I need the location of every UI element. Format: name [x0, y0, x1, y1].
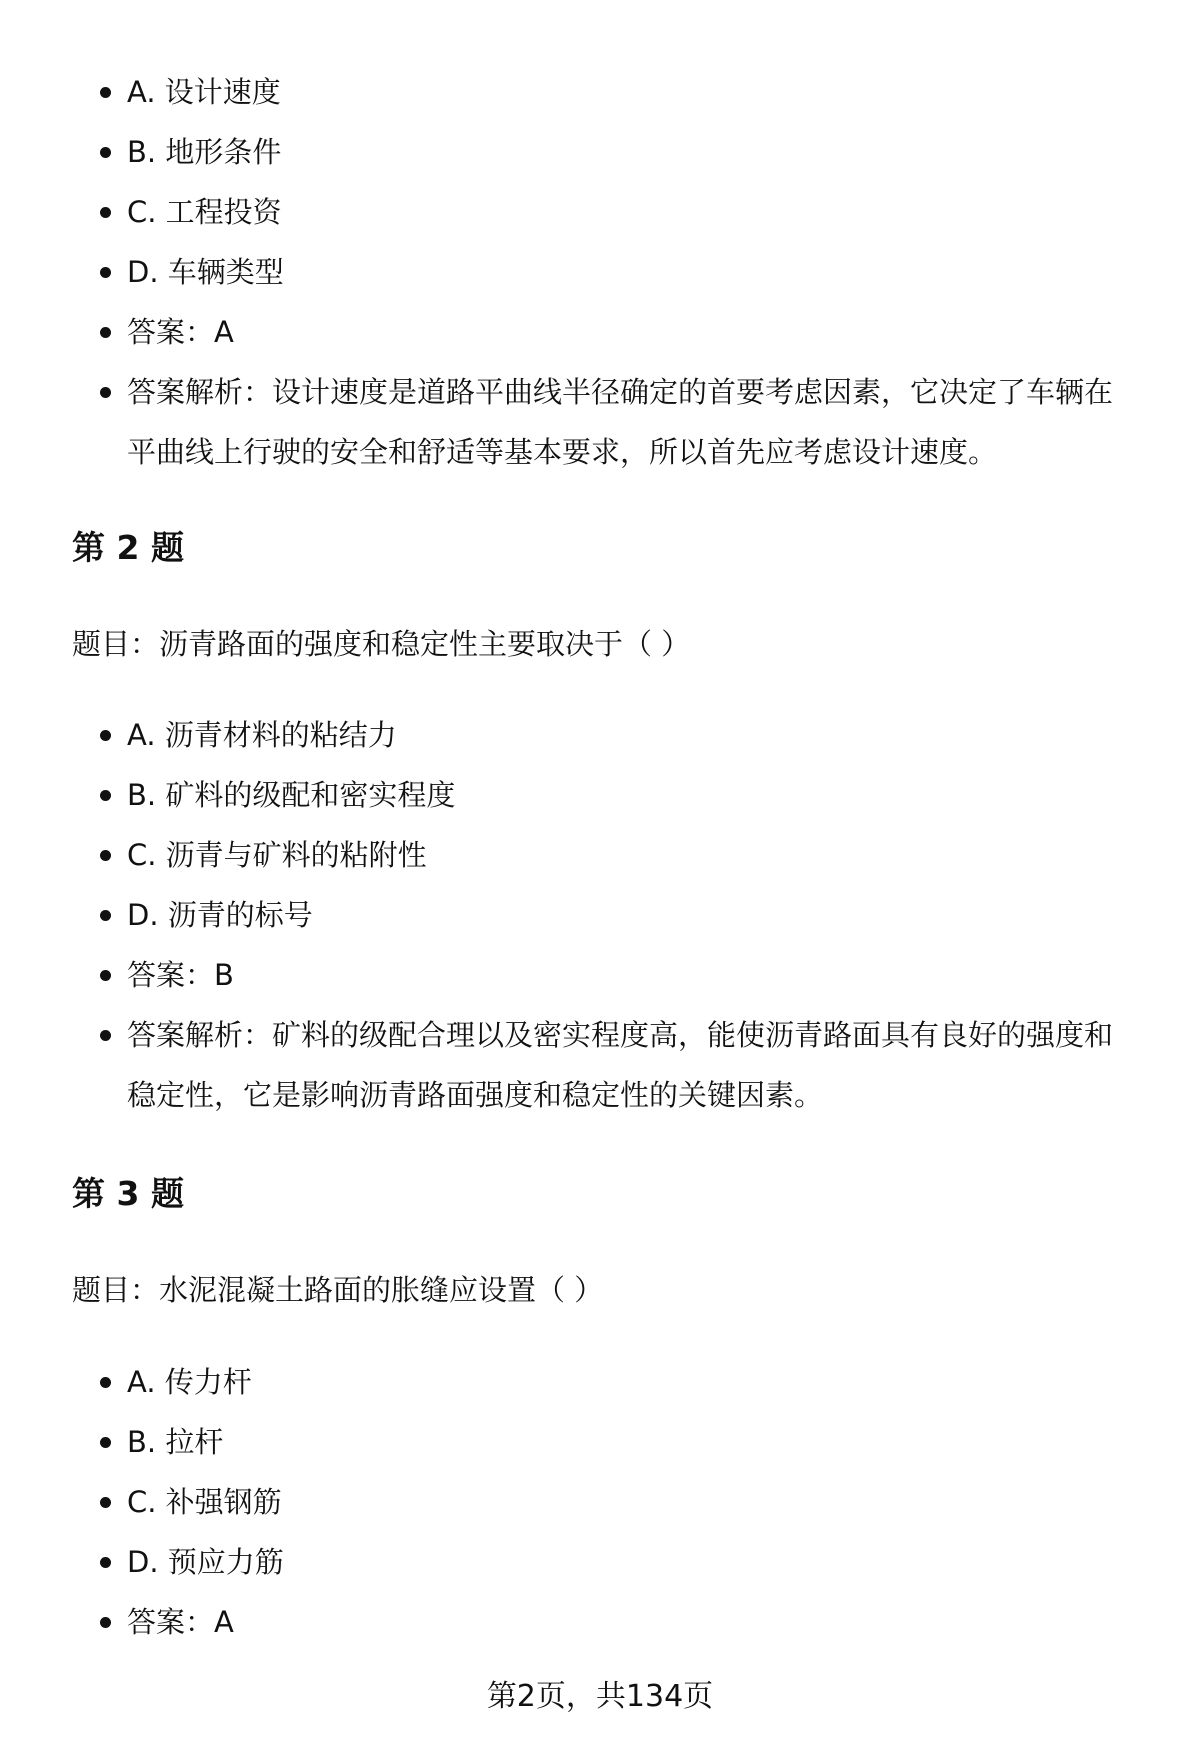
- page-footer: 第2页，共134页: [486, 1679, 714, 1714]
- q2-option-d: D. 沥青的标号: [72, 885, 1142, 945]
- q3-option-c: C. 补强钢筋: [72, 1472, 1142, 1532]
- q1-options-list: [72, 62, 1113, 482]
- q1-option-b: B. 地形条件: [72, 122, 1113, 182]
- q2-option-b: B. 矿料的级配和密实程度: [72, 765, 1142, 825]
- q2-options-list: [72, 705, 1142, 1125]
- q3-title: 第 3 题: [72, 1174, 184, 1213]
- q3-answer: 答案：A: [72, 1592, 1142, 1652]
- q1-analysis-line1: 答案解析：设计速度是道路平曲线半径确定的首要考虑因素，它决定了车辆在: [127, 375, 1114, 409]
- q3-prompt: 题目：水泥混凝土路面的胀缝应设置（ ）: [72, 1273, 604, 1307]
- q2-title: 第 2 题: [72, 528, 184, 567]
- q3-option-d: D. 预应力筋: [72, 1532, 1142, 1592]
- q2-analysis-line2: 稳定性，它是影响沥青路面强度和稳定性的关键因素。: [127, 1078, 824, 1112]
- q3-option-a: A. 传力杆: [72, 1352, 1142, 1412]
- q1-option-a: A. 设计速度: [72, 62, 1113, 122]
- q2-option-a: A. 沥青材料的粘结力: [72, 705, 1142, 765]
- q1-answer: 答案：A: [72, 302, 1113, 362]
- q3-option-b: B. 拉杆: [72, 1412, 1142, 1472]
- q2-answer: 答案：B: [72, 945, 1142, 1005]
- q2-analysis-line1: 答案解析：矿料的级配合理以及密实程度高，能使沥青路面具有良好的强度和: [127, 1018, 1114, 1052]
- q1-analysis: [72, 362, 1113, 482]
- q2-prompt: 题目：沥青路面的强度和稳定性主要取决于（ ）: [72, 627, 691, 661]
- q2-analysis: [72, 1005, 1142, 1125]
- q1-analysis-line2: 平曲线上行驶的安全和舒适等基本要求，所以首先应考虑设计速度。: [127, 435, 998, 469]
- q3-options-list: [72, 1352, 1142, 1652]
- q1-option-d: D. 车辆类型: [72, 242, 1113, 302]
- q2-option-c: C. 沥青与矿料的粘附性: [72, 825, 1142, 885]
- q1-option-c: C. 工程投资: [72, 182, 1113, 242]
